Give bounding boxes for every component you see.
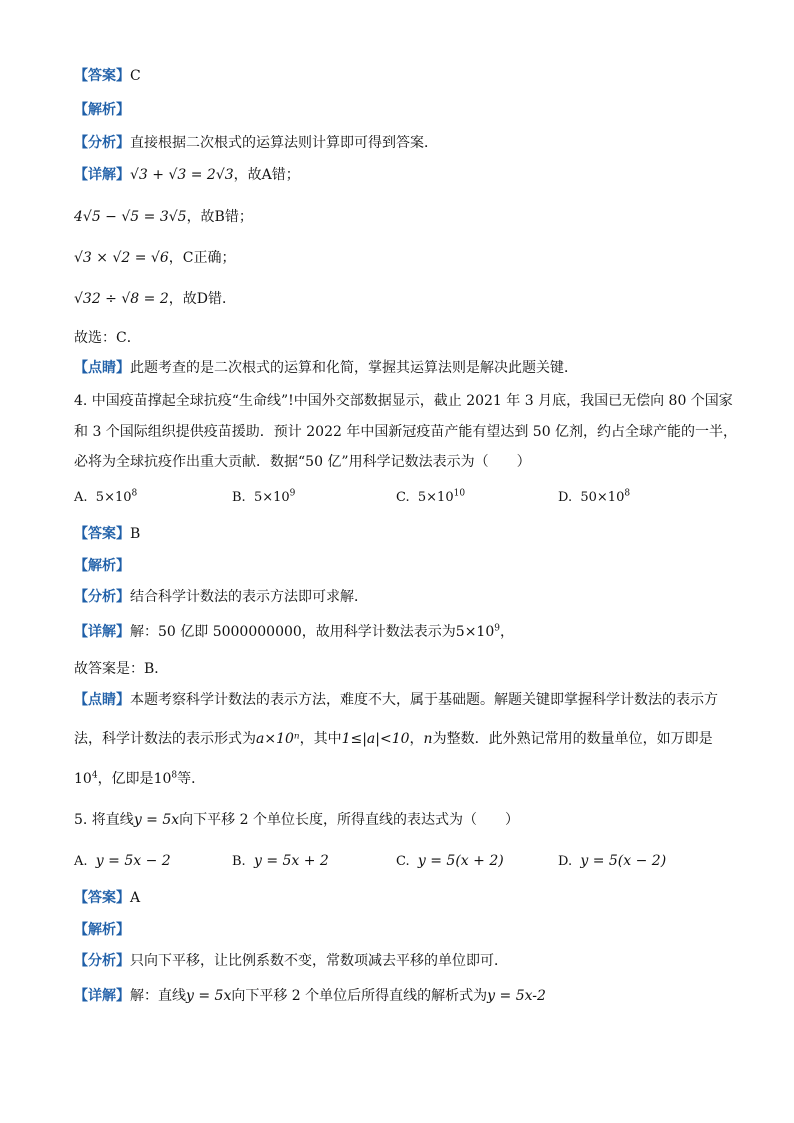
- q5-answer-line: [74, 888, 140, 908]
- analysis-tag: 【解析】: [74, 558, 130, 574]
- option-d: D. y = 5(x − 2): [558, 853, 667, 869]
- math-expression: 4√5 − √5 = 3√5: [74, 209, 187, 225]
- math-expression: √3 + √3 = 2√3: [130, 167, 234, 183]
- option-c: C. y = 5(x + 2): [396, 853, 504, 869]
- fenxi-tag: 【分析】: [74, 953, 130, 969]
- option-a: A. $5\times 10^8$: [74, 488, 138, 505]
- option-b: B. $5\times 10^9$: [232, 488, 296, 505]
- question-stem: 和 3 个国际组织提供疫苗援助．预计 2022 年中国新冠疫苗产能有望达到 50 亿剂，约占全球产能的一半，: [74, 424, 738, 440]
- math-expression: y = 5x-2: [487, 988, 546, 1004]
- detail-text: ，: [499, 624, 514, 640]
- option-b: B. y = 5x + 2: [232, 853, 329, 869]
- comment-text: 为整数．此外熟记常用的数量单位，如万即是: [432, 731, 713, 747]
- q4-stem-line-3: [74, 452, 531, 472]
- math-expression: 1≤|a|<10: [341, 731, 410, 747]
- math-expression: a×10ⁿ: [256, 731, 300, 747]
- q3-detail-line-4: [74, 289, 236, 309]
- detail-text: ，C正确；: [168, 250, 236, 266]
- q3-answer-line: [74, 66, 141, 86]
- answer-tag: 【答案】: [74, 526, 130, 542]
- q4-comment-line-2: [74, 729, 713, 749]
- comment-text: 本题考察科学计数法的表示方法，难度不大，属于基础题。解题关键即掌握科学计数法的表示方: [130, 692, 718, 708]
- answer-value: A: [130, 890, 141, 906]
- math-exponent: 8: [171, 770, 178, 781]
- fenxi-text: 只向下平移，让比例系数不变，常数项减去平移的单位即可．: [130, 953, 508, 969]
- q3-choose-line: [74, 328, 141, 348]
- fenxi-text: 直接根据二次根式的运算法则计算即可得到答案．: [130, 135, 438, 151]
- q4-stem-line-1: [74, 391, 733, 411]
- fenxi-tag: 【分析】: [74, 589, 130, 605]
- math-exponent: 9: [494, 623, 500, 634]
- question-stem: 4. 中国疫苗撑起全球抗疫“生命线”!中国外交部数据显示，截止 2021 年 3 月底，我国已无偿向 80 个国家: [74, 393, 733, 409]
- detail-text: 解：50 亿即 5000000000，故用科学计数法表示为: [130, 624, 456, 640]
- question-stem: 必将为全球抗疫作出重大贡献．数据“50 亿”用科学记数法表示为（ ）: [74, 454, 531, 470]
- comment-text: ，亿即是: [97, 771, 154, 787]
- detail-text: 解：直线: [130, 988, 186, 1004]
- answer-tag: 【答案】: [74, 890, 130, 906]
- question-stem: 5. 将直线: [74, 812, 134, 828]
- math-variable: n: [423, 731, 433, 747]
- math-expression: y = 5x: [186, 988, 232, 1004]
- comment-text: 此题考查的是二次根式的运算和化简，掌握其运算法则是解决此题关键．: [130, 360, 578, 376]
- q5-stem-line: [74, 810, 519, 830]
- answer-tag: 【答案】: [74, 68, 130, 84]
- q4-answer-line: [74, 524, 140, 544]
- detail-tag: 【详解】: [74, 167, 130, 183]
- math-expression: √32 ÷ √8 = 2: [74, 291, 169, 307]
- math-expression: 10: [74, 771, 92, 787]
- detail-tag: 【详解】: [74, 624, 130, 640]
- comment-text: 等．: [177, 771, 206, 787]
- detail-text: ，故D错．: [168, 291, 236, 307]
- math-expression: √3 × √2 = √6: [74, 250, 169, 266]
- q4-analysis-line: [74, 556, 130, 576]
- answer-value: B: [130, 526, 141, 542]
- q3-analysis-line: [74, 100, 130, 120]
- detail-text: 向下平移 2 个单位后所得直线的解析式为: [231, 988, 488, 1004]
- choose-text: 故选：C．: [74, 330, 141, 346]
- q3-detail-line-3: [74, 248, 235, 268]
- option-d: D. $50\times 10^8$: [558, 488, 631, 505]
- q4-conclusion-line: [74, 659, 168, 679]
- comment-tag: 【点睛】: [74, 360, 130, 376]
- detail-text: ，故B错；: [186, 209, 253, 225]
- q5-analysis-line: [74, 920, 130, 940]
- analysis-tag: 【解析】: [74, 922, 130, 938]
- math-expression: 10: [153, 771, 172, 787]
- detail-text: ，故A错；: [233, 167, 300, 183]
- q4-stem-line-2: [74, 422, 737, 442]
- question-stem: 向下平移 2 个单位长度，所得直线的表达式为（ ）: [179, 812, 519, 828]
- option-c: C. $5\times 10^{10}$: [396, 488, 466, 505]
- q3-comment-line: [74, 358, 578, 378]
- q3-detail-line-2: [74, 207, 253, 227]
- comment-text: 法，科学计数法的表示形式为: [74, 731, 256, 747]
- q5-detail-line: [74, 986, 546, 1006]
- math-exponent: 4: [91, 770, 98, 781]
- q4-detail-line: [74, 622, 514, 642]
- fenxi-text: 结合科学计数法的表示方法即可求解．: [130, 589, 368, 605]
- conclusion-text: 故答案是：B．: [74, 661, 169, 677]
- comment-text: ，其中: [299, 731, 342, 747]
- fenxi-tag: 【分析】: [74, 135, 130, 151]
- option-a: A. y = 5x − 2: [74, 853, 171, 869]
- comment-text: ，: [409, 731, 424, 747]
- detail-tag: 【详解】: [74, 988, 130, 1004]
- q4-fenxi-line: [74, 587, 368, 607]
- q5-fenxi-line: [74, 951, 508, 971]
- analysis-tag: 【解析】: [74, 102, 130, 118]
- comment-tag: 【点睛】: [74, 692, 130, 708]
- q3-detail-line-1: [74, 165, 300, 185]
- q4-comment-line-3: [74, 769, 205, 789]
- q4-comment-line-1: [74, 690, 718, 710]
- math-expression: y = 5x: [133, 812, 180, 828]
- answer-value: C: [130, 68, 141, 84]
- q3-fenxi-line: [74, 133, 438, 153]
- math-expression: 5×10: [455, 624, 495, 640]
